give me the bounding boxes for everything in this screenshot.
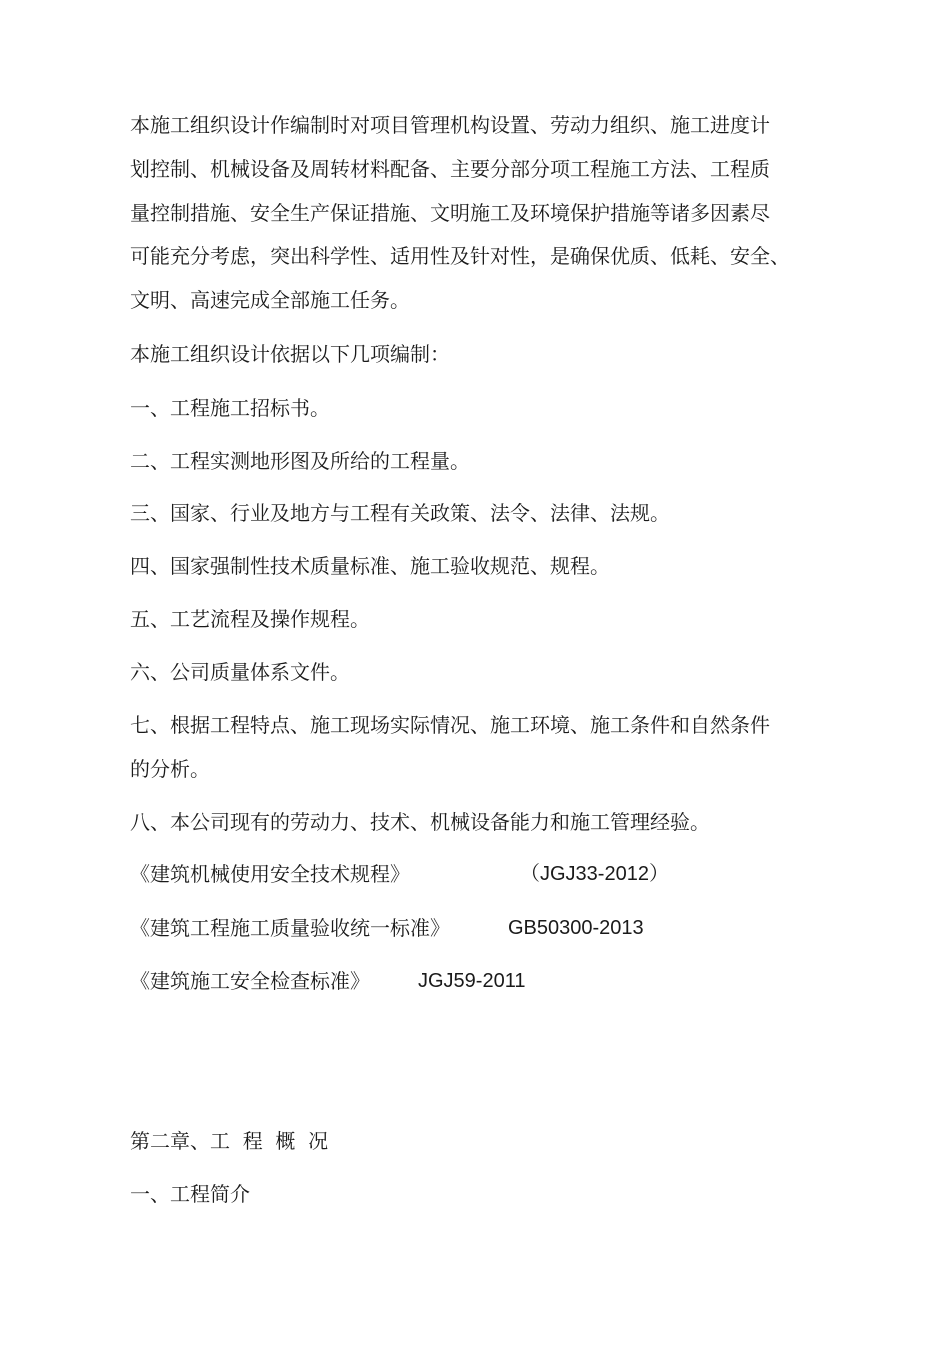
intro-line-4: 可能充分考虑，突出科学性、适用性及针对性，是确保优质、低耗、安全、 <box>130 244 790 268</box>
standard-code-2: GB50300-2013 <box>508 917 644 939</box>
chapter-title: 第二章、工 程 概 况 <box>130 1129 329 1153</box>
section-title: 一、工程简介 <box>130 1182 250 1206</box>
basis-item-2: 二、工程实测地形图及所给的工程量。 <box>130 449 470 473</box>
basis-item-7-cont: 的分析。 <box>130 757 210 781</box>
intro-line-2: 划控制、机械设备及周转材料配备、主要分部分项工程施工方法、工程质 <box>130 157 770 181</box>
basis-item-7: 七、根据工程特点、施工现场实际情况、施工环境、施工条件和自然条件 <box>130 713 770 737</box>
standard-code-3: JGJ59-2011 <box>418 970 526 992</box>
standard-title-2: 《建筑工程施工质量验收统一标准》 <box>130 916 450 940</box>
standard-title-3: 《建筑施工安全检查标准》 <box>130 969 370 993</box>
intro-line-5: 文明、高速完成全部施工任务。 <box>130 288 410 312</box>
intro-line-1: 本施工组织设计作编制时对项目管理机构设置、劳动力组织、施工进度计 <box>130 113 770 137</box>
basis-item-5: 五、工艺流程及操作规程。 <box>130 607 370 631</box>
intro-line-3: 量控制措施、安全生产保证措施、文明施工及环境保护措施等诸多因素尽 <box>130 201 770 225</box>
basis-item-8: 八、本公司现有的劳动力、技术、机械设备能力和施工管理经验。 <box>130 810 710 834</box>
basis-item-6: 六、公司质量体系文件。 <box>130 660 350 684</box>
basis-item-4: 四、国家强制性技术质量标准、施工验收规范、规程。 <box>130 554 610 578</box>
basis-item-3: 三、国家、行业及地方与工程有关政策、法令、法律、法规。 <box>130 501 670 525</box>
standard-title-1: 《建筑机械使用安全技术规程》 <box>130 862 410 886</box>
basis-item-1: 一、工程施工招标书。 <box>130 396 330 420</box>
basis-heading: 本施工组织设计依据以下几项编制： <box>130 342 450 366</box>
standard-code-1: （JGJ33-2012） <box>520 863 669 885</box>
